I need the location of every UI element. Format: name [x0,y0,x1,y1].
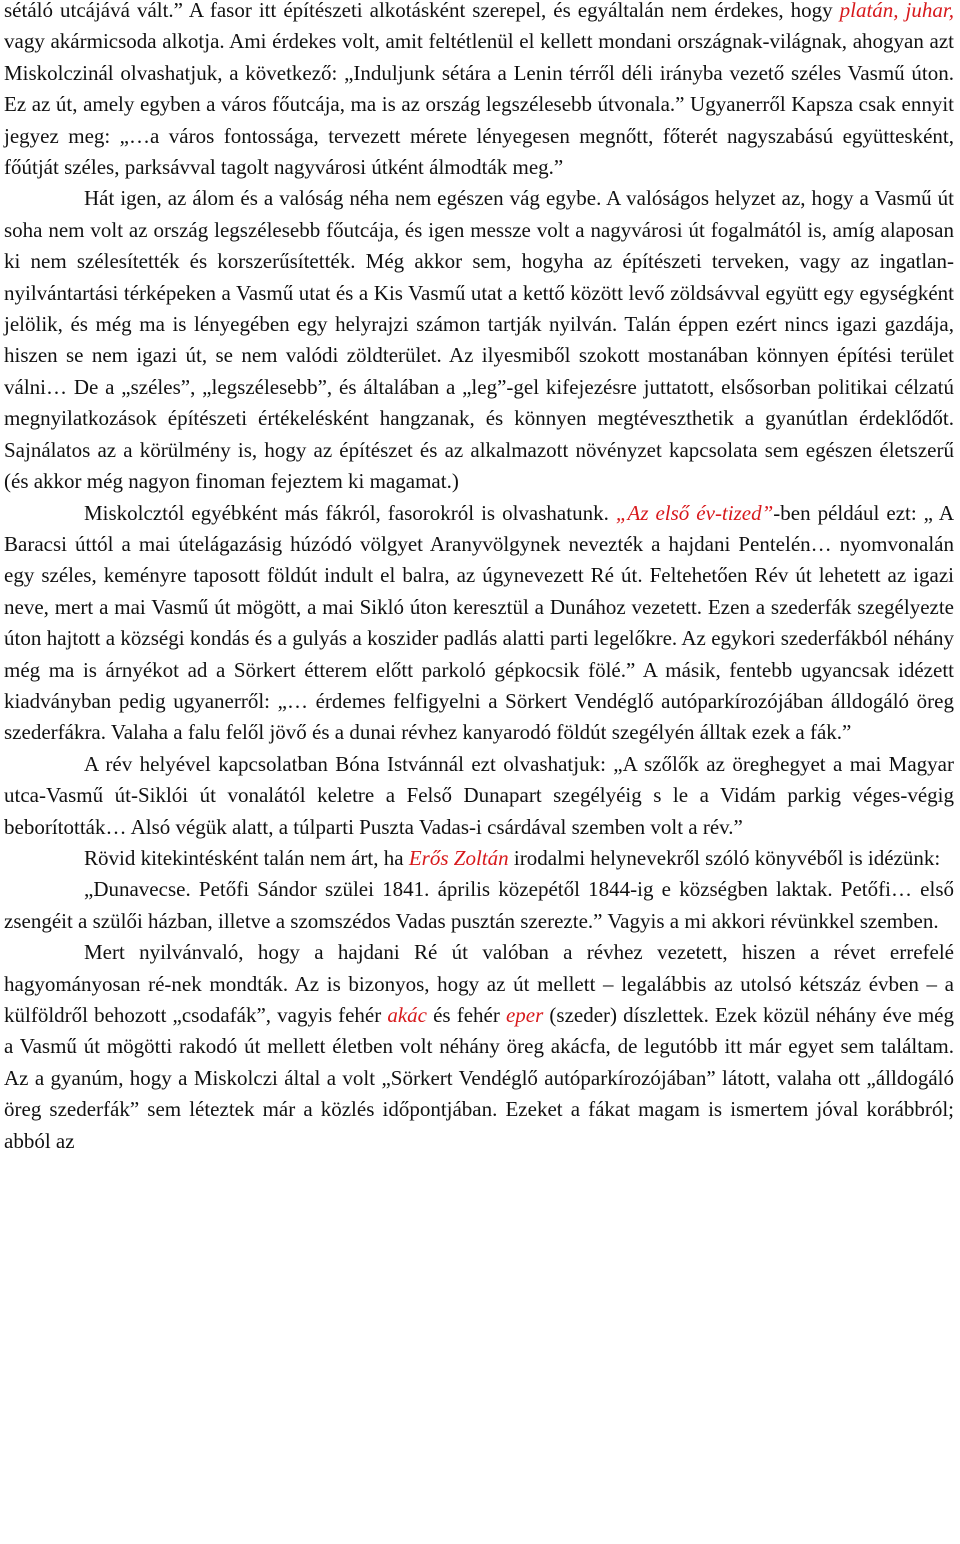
paragraph [4,0,954,183]
paragraph [4,937,954,1157]
text-run: „Dunavecse. Petőfi Sándor szülei 1841. április közepétől 1844-ig e községben laktak. Petőfi… első zsengéit a szülői házban, illetve a szomszédos Vadas pusztán szerezte.” Vagyis a mi akkori révünkkel szemben. [4,877,954,933]
emphasized-text: akác [387,1003,427,1027]
text-run: -ben például ezt: „ A Baracsi úttól a mai útelágazásig húzódó völgyet Aranyvölgynek nevezték a hajdani Pentelén… nyomvonalán egy széles, keményre taposott földút indult el balra, az úgynevezett Ré út. Feltehetően Rév út lehetett az igazi neve, mert a mai Vasmű út mögött, a mai Sikló úton keresztül a Dunához vezetett. Ezen a szederfák szegélyezte úton hajtott a községi kondás és a gulyás a koszider padlás alatti parti legelőkre. Az egykori szederfákból néhány még ma is árnyékot ad a Sörkert étterem előtt parkoló gépkocsik fölé.” A másik, fentebb ugyancsak idézett kiadványban pedig ugyanerről: „… érdemes felfigyelni a Sörkert Vendéglő autóparkírozójában álldogáló öreg szederfákra. Valaha a falu felől jövő és a dunai révhez kanyarodó földút szegélyén álltak ezek a fák.” [4,500,955,745]
paragraph [4,183,954,497]
text-run: Mert nyilvánvaló, hogy a hajdani Ré út valóban a révhez vezetett, hiszen a révet errefelé hagyományosan ré-nek mondták. Az is bizonyos, hogy az út mellett – legalábbis az utolsó kétszáz évben – a külföldről behozott „csodafák”, vagyis fehér [4,940,954,1027]
emphasized-text: platán, juhar, [839,0,954,22]
text-run: vagy akármicsoda alkotja. Ami érdekes volt, amit feltétlenül el kellett mondani országnak-világnak, ahogyan azt Miskolczinál olvashatjuk, a következő: „Induljunk sétára a Lenin térről déli irányba vezető széles Vasmű úton. Ez az út, amely egyben a város főutcája, ma is az ország legszélesebb útvonala.” Ugyanerről Kapsza csak ennyit jegyez meg: „…a város fontossága, tervezett mérete lényegesen megnőtt, főterét nagyszabású együttesként, főútját széles, parksávval tagolt nagyvárosi útként álmodták meg.” [4,29,954,180]
emphasized-text: Erős Zoltán [408,845,509,870]
paragraph [4,874,954,937]
text-run: irodalmi helynevekről szóló könyvéből is idézünk: [508,845,941,870]
text-run: és fehér [427,1003,506,1027]
paragraph [4,498,954,749]
text-run: Hát igen, az álom és a valóság néha nem egészen vág egybe. A valóságos helyzet az, hogy a Vasmű út soha nem volt az ország legszélesebb főutcája, és igen messze volt a nagyvárosi út fogalmától is, amíg alaposan ki nem szélesítették és korszerűsítették. Még akkor sem, hogyha az építészeti terveken, vagy az ingatlan-nyilvántartási térképeken a Vasmű utat és a Kis Vasmű utat a kettő között levő zöldsávval együtt egy egységként jelölik, és még ma is lényegében egy helyrajzi számon tartják nyilván. Talán éppen ezért nincs igazi gazdája, hiszen se nem igazi út, se nem valódi zöldterület. Az ilyesmiből szokott mostanában könnyen építési terület válni… De a „széles”, „legszélesebb”, és általában a „leg”-gel kifejezésre juttatott, elsősorban politikai célzatú megnyilatkozások építészeti értékelésként hangzanak, és könnyen megtéveszthetik a gyanútlan érdeklődőt. Sajnálatos az a körülmény is, hogy az építészet és az alkalmazott növényzet kapcsolata sem egészen életszerű (és akkor még nagyon finoman fejeztem ki magamat.) [4,186,954,494]
text-run: sétáló utcájává vált.” A fasor itt építészeti alkotásként szerepel, és egyáltalán nem érdekes, hogy [4,0,840,22]
emphasized-text: eper [505,1003,544,1027]
emphasized-text: „Az első év-tized” [615,500,774,525]
text-run: Rövid kitekintésként talán nem árt, ha [84,845,409,870]
text-run: A rév helyével kapcsolatban Bóna Istvánnál ezt olvashatjuk: „A szőlők az öreghegyet a mai Magyar utca-Vasmű út-Siklói út vonalától keletre a Felső Dunapart szegélyéig s le a Vidám parkig véges-végig beborították… Alsó végük alatt, a túlparti Puszta Vadas-i csárdával szemben volt a rév.” [4,751,954,839]
text-run: Miskolcztól egyébként más fákról, fasorokról is olvashatunk. [84,500,616,525]
paragraph [4,843,954,874]
paragraph [4,749,954,843]
text-run: (szeder) díszlettek. Ezek közül néhány éve még a Vasmű út mögötti rakodó út mellett életben volt néhány öreg akácfa, de legutóbb itt már egyet sem találtam. Az a gyanúm, hogy a Miskolczi által a volt „Sörkert Vendéglő autóparkírozójában” látott, valaha ott „álldogáló öreg szederfák” sem léteztek már a közlés időpontjában. Ezeket a fákat magam is ismertem jóval korábbról; abból az [4,1003,954,1153]
